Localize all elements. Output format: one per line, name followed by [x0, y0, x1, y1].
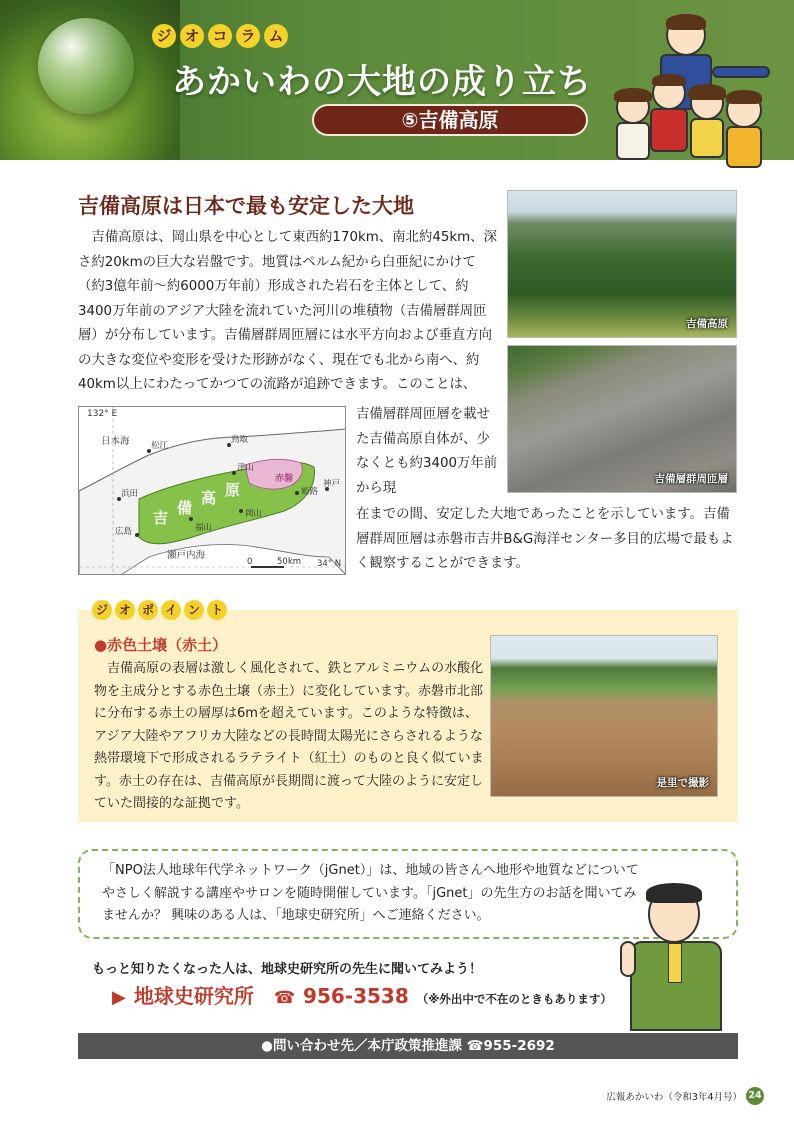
map-latitude-label: 34° N — [317, 559, 342, 569]
photo-caption: 吉備層群周匝層 — [654, 473, 728, 485]
arrow-icon: ▶ — [112, 987, 126, 1008]
geopoint-tag-char: ト — [207, 600, 227, 620]
lab-name: 地球史研究所 — [133, 984, 254, 1008]
phone-icon: ☎ — [273, 988, 296, 1008]
map-akaiwa-label: 赤磐 — [275, 474, 294, 484]
page-title: あかいわの大地の成り立ち — [172, 62, 592, 102]
publication-name: 広報あかいわ（令和3年4月号） — [606, 1092, 742, 1103]
map-city-label: 姫路 — [301, 487, 319, 497]
strata-photo — [507, 345, 737, 493]
crystal-orb-image — [38, 18, 134, 114]
geopoint-tag-char: イ — [161, 600, 181, 620]
map-city-label: 鳥取 — [231, 435, 249, 445]
map-plateau-char: 原 — [225, 481, 241, 499]
geopoint-tag-char: ン — [184, 600, 204, 620]
geopoint-paragraph: 吉備高原の表層は激しく風化されて、鉄とアルミニウムの水酸化物を主成分とする赤色土壌（赤土）に変化しています。赤磐市北部に分布する赤土の層厚は6mを超えています。このような特徴は、アジア大陸やアフリカ大陸などの長時間太陽光にさらされるような熱帯環境下で形成されるラテライト（紅土）のものと良く似ています。赤土の存在は、吉備高原が長期間に渡って大陸のように安定していた間接的な証拠です。 — [94, 661, 484, 811]
ask-teacher-text: もっと知りたくなった人は、地球史研究所の先生に聞いてみよう！ — [92, 962, 483, 977]
map-plateau-char: 吉 — [153, 509, 169, 527]
episode-subtitle: ⑤吉備高原 — [312, 104, 588, 136]
geopoint-tag-char: ポ — [138, 600, 158, 620]
lab-phone-number[interactable]: 956-3538 — [303, 984, 409, 1008]
kibi-plateau-photo — [507, 190, 737, 338]
lab-note: （※外出中で不在のときもあります） — [416, 992, 612, 1006]
page-footer — [606, 1087, 764, 1105]
photo-caption: 是里で撮影 — [656, 777, 709, 789]
column-tag-char: ジ — [152, 24, 176, 48]
map-city-label: 岡山 — [245, 509, 263, 519]
body-paragraph: 吉備高原は、岡山県を中心として東西約170km、南北約45km、深さ約20kmの巨大な岩盤です。地質はペルム紀から白亜紀にかけて（約3億年前～約6000万年前）形成された岩石を主体として、約3400万年前のアジア大陸を流れていた河川の堆積物（吉備層群周匝層）が分布しています。吉備層群周匝層には水平方向および垂直方向の大きな変位や変形を受けた形跡がなく、現在でも北から南へ、約40km以上にわたってかつての流路が追跡できます。このことは、 — [78, 230, 497, 392]
kibi-plateau-map — [78, 406, 346, 575]
geopoint-tag-char: オ — [115, 600, 135, 620]
cartoon-characters-illustration — [612, 10, 792, 185]
map-sea-label: 日本海 — [101, 436, 130, 447]
map-sea-label: 瀬戸内海 — [167, 550, 206, 561]
page-number: 24 — [746, 1087, 764, 1105]
map-city-label: 広島 — [115, 527, 133, 537]
map-plateau-char: 備 — [177, 499, 193, 517]
section-title: 吉備高原は日本で最も安定した大地 — [78, 194, 414, 218]
map-city-label: 津山 — [237, 463, 255, 473]
teacher-illustration — [620, 885, 730, 1030]
photo-caption: 吉備高原 — [686, 318, 728, 330]
geopoint-title: ●赤色土壌（赤土） — [94, 636, 228, 654]
map-city-label: 浜田 — [121, 489, 139, 499]
map-city-label: 福山 — [195, 523, 213, 533]
geopoint-tag-char: ジ — [92, 600, 112, 620]
column-tag-char: ム — [264, 24, 288, 48]
map-scale-zero: 0 — [247, 557, 253, 567]
map-city-label: 松江 — [151, 441, 169, 451]
map-plateau-char: 高 — [201, 489, 217, 507]
body-paragraph-end: 在までの間、安定した大地であったことを示しています。吉備層群周匝層は赤磐市吉井B&G海洋センター多目的広場で最もよく観察することができます。 — [356, 507, 734, 571]
column-tag-char: ラ — [236, 24, 260, 48]
contact-bar: ●問い合わせ先／本庁政策推進課 ☎955-2692 — [78, 1033, 738, 1059]
map-scale-label: 50km — [277, 557, 302, 567]
geopoint-tag — [92, 600, 227, 620]
map-meridian-label: 132° E — [87, 409, 118, 419]
map-city-label: 神戸 — [323, 479, 341, 489]
lab-contact-line — [112, 980, 612, 1009]
body-paragraph-beside-map: 吉備層群周匝層を載せた吉備高原自体が、少なくとも約3400万年前から現 — [356, 407, 498, 496]
column-tag-char: コ — [208, 24, 232, 48]
column-tag-char: オ — [180, 24, 204, 48]
column-tag — [152, 24, 288, 48]
red-soil-photo — [490, 635, 718, 797]
info-text: 「NPO法人地球年代学ネットワーク（jGnet）」は、地域の皆さんへ地形や地質などについてやさしく解説する講座やサロンを随時開催しています。「jGnet」の先生方のお話を聞いてみませんか？ 興味のある人は、「地球史研究所」へご連絡ください。 — [102, 863, 639, 923]
